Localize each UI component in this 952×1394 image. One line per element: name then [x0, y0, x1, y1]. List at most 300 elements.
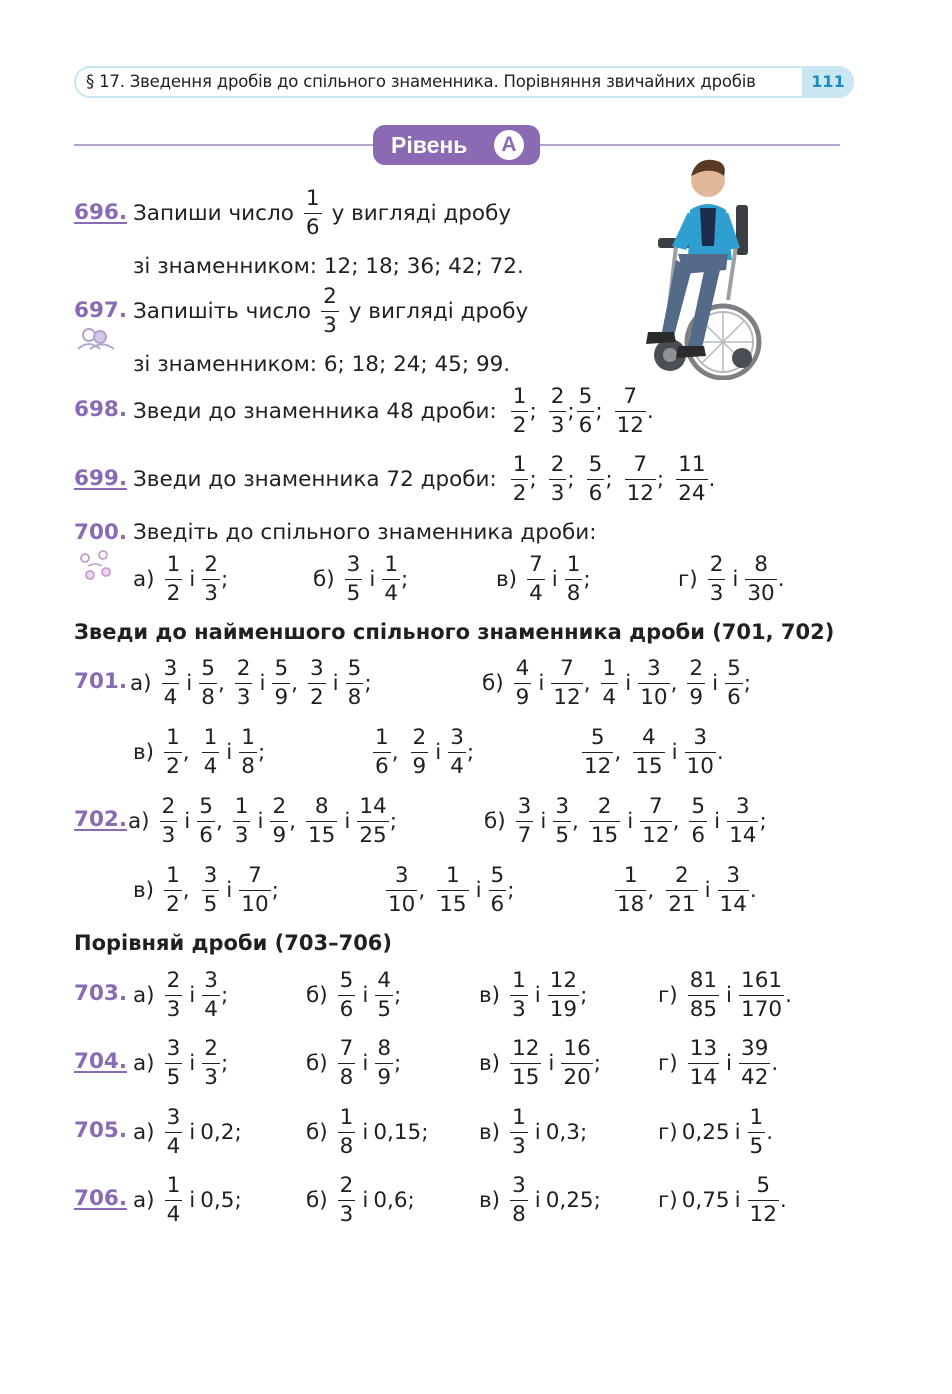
decimal: 0,25	[545, 1187, 594, 1213]
denominator: 3	[161, 822, 176, 848]
numerator: 1	[512, 384, 527, 409]
fraction	[197, 796, 215, 846]
numerator: 1	[512, 968, 526, 993]
numerator: 5	[588, 452, 603, 477]
comma: ,	[391, 739, 399, 765]
fraction	[748, 1175, 779, 1225]
task-701-number: 701.	[74, 669, 128, 694]
numerator: 5	[578, 384, 593, 409]
task-702-item-c1	[133, 855, 279, 925]
numerator: 7	[560, 656, 574, 681]
task-702-item-b	[484, 786, 767, 856]
denominator: 3	[339, 1201, 354, 1227]
denominator: 3	[204, 580, 218, 606]
numerator: 3	[726, 863, 741, 888]
task-702-number: 702.	[74, 807, 128, 832]
task-701-item-c2	[371, 717, 474, 787]
numerator: 2	[204, 552, 218, 577]
numerator: 1	[234, 794, 249, 819]
numerator: 5	[490, 863, 505, 888]
denominator: 8	[201, 684, 215, 710]
numerator: 81	[689, 968, 718, 993]
denominator: 10	[640, 684, 668, 710]
denominator: 12	[626, 480, 654, 506]
semicolon: ;	[257, 739, 266, 765]
fraction	[688, 970, 719, 1020]
denominator: 3	[234, 822, 249, 848]
fraction	[688, 1038, 719, 1088]
fraction	[308, 658, 326, 708]
semicolon: ;	[401, 566, 409, 592]
conjunction: і	[189, 1187, 196, 1213]
numerator: 2	[675, 863, 689, 888]
task-704-item-d	[658, 1028, 778, 1098]
denominator: 5	[166, 1064, 181, 1090]
numerator: 3	[166, 1036, 181, 1061]
task-703-item-a	[133, 960, 228, 1030]
fraction	[164, 727, 182, 777]
denominator: 8	[339, 1133, 354, 1159]
conjunction: і	[714, 808, 721, 834]
denominator: 4	[203, 753, 218, 779]
task-703-item-b	[306, 960, 401, 1030]
denominator: 9	[274, 684, 289, 710]
denominator: 5	[749, 1133, 764, 1159]
conjunction: і	[734, 1119, 741, 1145]
denominator: 10	[241, 891, 269, 917]
semicolon: ;	[567, 466, 575, 492]
conjunction: і	[534, 982, 541, 1008]
denominator: 2	[512, 480, 527, 506]
fraction	[202, 970, 220, 1020]
denominator: 8	[512, 1201, 526, 1227]
numerator: 1	[166, 725, 180, 750]
task-697-text: Запишіть число	[133, 298, 312, 324]
conjunction: і	[712, 670, 719, 696]
numerator: 1	[749, 1105, 764, 1130]
conjunction: і	[226, 877, 233, 903]
task-696-text-2: у вигляді дробу	[331, 200, 512, 226]
conjunction: і	[186, 670, 193, 696]
denominator: 12	[553, 684, 581, 710]
fraction	[510, 970, 528, 1020]
numerator: 2	[709, 552, 724, 577]
task-705-item-d	[658, 1097, 773, 1167]
semicolon: ;	[507, 877, 515, 903]
fraction	[199, 658, 217, 708]
denominator: 4	[450, 753, 464, 779]
conjunction: і	[259, 670, 266, 696]
fraction	[615, 386, 646, 436]
semicolon: ;	[605, 466, 613, 492]
comma: ,	[572, 808, 579, 834]
fraction	[640, 796, 671, 846]
numerator: 3	[512, 1173, 526, 1198]
numerator: 4	[515, 656, 530, 681]
semicolon: ;	[271, 877, 279, 903]
conjunction: і	[189, 1050, 196, 1076]
denominator: 15	[307, 822, 336, 848]
denominator: 8	[566, 580, 581, 606]
denominator: 3	[709, 580, 724, 606]
numerator: 1	[566, 552, 581, 577]
task-704-number: 704.	[74, 1049, 128, 1074]
fraction	[638, 658, 669, 708]
fraction	[718, 865, 749, 915]
numerator: 3	[166, 1105, 181, 1130]
item-label: в)	[133, 739, 155, 765]
task-696-line2: зі знаменником: 12; 18; 36; 42; 72.	[133, 254, 524, 279]
denominator: 24	[678, 480, 706, 506]
fraction	[516, 796, 534, 846]
fraction	[165, 970, 183, 1020]
numerator: 2	[689, 656, 704, 681]
conjunction: і	[671, 739, 678, 765]
task-703-item-d	[658, 960, 792, 1030]
numerator: 1	[203, 725, 218, 750]
fraction	[745, 554, 776, 604]
item-label: в)	[479, 1187, 501, 1213]
denominator: 4	[166, 1133, 181, 1159]
item-label: б)	[313, 566, 335, 592]
fraction	[689, 796, 707, 846]
semicolon: ;	[394, 1050, 402, 1076]
decimal: 0,3	[545, 1119, 580, 1145]
task-697-number: 697.	[74, 298, 128, 323]
fraction	[202, 727, 220, 777]
level-label: Рівень	[391, 132, 468, 158]
fraction	[202, 1038, 220, 1088]
task-706-item-d	[658, 1165, 787, 1235]
fraction	[321, 286, 339, 336]
numerator: 1	[241, 725, 255, 750]
task-701-item-a	[130, 648, 372, 718]
denominator: 3	[323, 312, 337, 338]
conjunction: і	[362, 1119, 369, 1145]
denominator: 10	[686, 753, 714, 779]
fraction	[165, 1107, 183, 1157]
item-label: в)	[133, 877, 155, 903]
fraction	[386, 865, 417, 915]
task-700-number: 700.	[74, 520, 128, 545]
task-703-number: 703.	[74, 981, 128, 1006]
fraction	[739, 1038, 770, 1088]
denominator: 170	[741, 996, 783, 1022]
fraction	[375, 970, 393, 1020]
fraction	[239, 865, 270, 915]
task-696-number: 696.	[74, 200, 128, 225]
fraction	[202, 554, 220, 604]
numerator: 3	[204, 968, 218, 993]
conjunction: і	[332, 670, 339, 696]
numerator: 2	[323, 284, 337, 309]
denominator: 15	[439, 891, 467, 917]
semicolon: ;	[529, 398, 537, 424]
item-label: б)	[484, 808, 506, 834]
denominator: 18	[617, 891, 645, 917]
task-705-item-b	[306, 1097, 428, 1167]
fraction	[345, 554, 363, 604]
fraction	[589, 796, 620, 846]
semicolon: ;	[529, 466, 537, 492]
denominator: 2	[166, 891, 180, 917]
task-696-text: Запиши число	[133, 200, 294, 226]
fraction	[625, 454, 656, 504]
period: .	[766, 1119, 774, 1145]
denominator: 3	[512, 996, 526, 1022]
item-label: г)	[658, 1187, 678, 1213]
denominator: 6	[578, 412, 593, 438]
numerator: 5	[756, 1173, 771, 1198]
fraction	[511, 454, 529, 504]
item-label: а)	[133, 1050, 155, 1076]
item-label: в)	[479, 982, 501, 1008]
denominator: 85	[689, 996, 718, 1022]
fraction	[338, 1175, 356, 1225]
fraction	[165, 1175, 183, 1225]
denominator: 15	[635, 753, 663, 779]
fraction	[202, 865, 220, 915]
fraction	[165, 1038, 183, 1088]
numerator: 2	[161, 794, 176, 819]
numerator: 1	[339, 1105, 354, 1130]
semicolon: ;	[234, 1187, 242, 1213]
denominator: 6	[305, 214, 320, 240]
fraction	[338, 970, 356, 1020]
conjunction: і	[189, 566, 196, 592]
conjunction: і	[475, 877, 482, 903]
numerator: 5	[199, 794, 213, 819]
item-label: г)	[658, 1050, 678, 1076]
denominator: 4	[166, 1201, 181, 1227]
denominator: 12	[749, 1201, 777, 1227]
item-label: г)	[658, 982, 678, 1008]
task-704-item-a	[133, 1028, 228, 1098]
numerator: 12	[549, 968, 578, 993]
fraction	[165, 554, 183, 604]
item-label: б)	[306, 982, 328, 1008]
numerator: 2	[412, 725, 427, 750]
conjunction: і	[344, 808, 351, 834]
semicolon: ;	[466, 739, 475, 765]
conjunction: і	[538, 670, 545, 696]
numerator: 1	[305, 186, 320, 211]
fraction	[272, 658, 290, 708]
semicolon: ;	[407, 1187, 415, 1213]
task-698-line	[133, 376, 654, 446]
numerator: 2	[597, 794, 612, 819]
comma: ,	[215, 808, 223, 834]
semicolon: ;	[389, 808, 397, 834]
conjunction: і	[726, 982, 733, 1008]
fraction	[739, 970, 784, 1020]
denominator: 3	[550, 480, 565, 506]
numerator: 1	[166, 552, 181, 577]
conjunction: і	[257, 808, 264, 834]
item-label: б)	[306, 1050, 328, 1076]
denominator: 8	[339, 1064, 354, 1090]
conjunction: і	[534, 1187, 541, 1213]
fraction	[346, 658, 364, 708]
numerator: 4	[642, 725, 656, 750]
numerator: 1	[512, 452, 527, 477]
denominator: 8	[347, 684, 362, 710]
denominator: 9	[272, 822, 287, 848]
item-label: б)	[306, 1119, 328, 1145]
task-706-number: 706.	[74, 1186, 128, 1211]
numerator: 5	[274, 656, 289, 681]
denominator: 4	[602, 684, 617, 710]
denominator: 21	[668, 891, 696, 917]
fraction	[577, 386, 595, 436]
semicolon: ;	[593, 1187, 601, 1213]
period: .	[749, 877, 757, 903]
page-number: 111	[802, 66, 854, 98]
fraction	[411, 727, 429, 777]
denominator: 6	[199, 822, 213, 848]
task-700-item-c	[496, 544, 591, 614]
denominator: 12	[616, 412, 644, 438]
numerator: 3	[517, 794, 532, 819]
denominator: 2	[166, 580, 181, 606]
fraction	[725, 658, 743, 708]
denominator: 4	[163, 684, 178, 710]
denominator: 9	[412, 753, 427, 779]
semicolon: ;	[656, 466, 665, 492]
semicolon: ;	[394, 982, 402, 1008]
task-702-item-c3	[613, 855, 757, 925]
numerator: 39	[741, 1036, 769, 1061]
denominator: 14	[689, 1064, 718, 1090]
item-label: а)	[133, 1119, 155, 1145]
numerator: 8	[754, 552, 768, 577]
task-701-item-c1	[133, 717, 265, 787]
task-702-item-a	[128, 786, 397, 856]
numerator: 2	[204, 1036, 218, 1061]
task-704-item-c	[479, 1028, 601, 1098]
numerator: 4	[377, 968, 392, 993]
fraction	[235, 658, 253, 708]
fraction	[514, 658, 532, 708]
denominator: 12	[642, 822, 670, 848]
fraction	[160, 796, 178, 846]
semicolon: ;	[583, 566, 591, 592]
item-label: а)	[133, 566, 155, 592]
comma: ,	[670, 670, 678, 696]
conjunction: і	[189, 1119, 196, 1145]
denominator: 15	[590, 822, 619, 848]
section-heading-703-706: Порівняй дроби (703–706)	[74, 931, 393, 955]
comma: ,	[418, 877, 426, 903]
semicolon: ;	[743, 670, 752, 696]
fraction	[510, 1175, 528, 1225]
numerator: 12	[512, 1036, 540, 1061]
numerator: 3	[735, 794, 750, 819]
item-label: а)	[128, 808, 150, 834]
conjunction: і	[534, 1119, 541, 1145]
fraction	[549, 386, 567, 436]
denominator: 14	[719, 891, 747, 917]
numerator: 5	[691, 794, 706, 819]
group-work-icon	[78, 548, 112, 582]
fraction	[437, 865, 468, 915]
task-700-item-d	[678, 544, 785, 614]
denominator: 19	[549, 996, 578, 1022]
denominator: 10	[388, 891, 416, 917]
numerator: 5	[727, 656, 741, 681]
level-letter: А	[494, 130, 524, 160]
numerator: 2	[550, 452, 565, 477]
decimal: 0,75	[681, 1187, 730, 1213]
numerator: 3	[394, 863, 409, 888]
semicolon: ;	[421, 1119, 429, 1145]
level-badge	[373, 125, 540, 165]
fraction	[708, 554, 726, 604]
denominator: 5	[346, 580, 361, 606]
conjunction: і	[548, 1050, 555, 1076]
fraction	[527, 554, 545, 604]
denominator: 25	[359, 822, 387, 848]
conjunction: і	[226, 739, 233, 765]
denominator: 5	[377, 996, 392, 1022]
semicolon: ;	[364, 670, 372, 696]
decimal: 0,5	[200, 1187, 235, 1213]
semicolon: ;	[220, 566, 229, 592]
fraction	[304, 188, 322, 238]
fraction	[306, 796, 337, 846]
item-label: в)	[496, 566, 518, 592]
denominator: 9	[515, 684, 530, 710]
comma: ,	[182, 877, 190, 903]
numerator: 7	[633, 452, 648, 477]
fraction	[561, 1038, 592, 1088]
fraction	[382, 554, 400, 604]
denominator: 42	[741, 1064, 769, 1090]
numerator: 2	[550, 384, 565, 409]
numerator: 16	[563, 1036, 591, 1061]
fraction	[565, 554, 583, 604]
task-699-line	[133, 444, 715, 514]
fraction	[239, 727, 257, 777]
section-title: § 17. Зведення дробів до спільного знаменника. Порівняння звичайних дробів	[86, 72, 756, 91]
fraction	[551, 658, 582, 708]
numerator: 3	[647, 656, 661, 681]
comma: ,	[291, 670, 298, 696]
task-698-number: 698.	[74, 397, 128, 422]
semicolon: ;	[579, 1119, 588, 1145]
fraction	[548, 970, 579, 1020]
conjunction: і	[734, 1187, 741, 1213]
denominator: 6	[691, 822, 706, 848]
task-696-line1	[133, 178, 511, 248]
denominator: 6	[727, 684, 741, 710]
denominator: 12	[584, 753, 612, 779]
decimal: 0,6	[373, 1187, 408, 1213]
numerator: 1	[166, 1173, 181, 1198]
period: .	[779, 1187, 787, 1213]
period: .	[716, 739, 724, 765]
numerator: 3	[346, 552, 361, 577]
fraction	[510, 1038, 541, 1088]
fraction	[727, 796, 758, 846]
numerator: 2	[272, 794, 287, 819]
fraction	[338, 1107, 356, 1157]
fraction	[748, 1107, 766, 1157]
conjunction: і	[732, 566, 739, 592]
fraction	[666, 865, 697, 915]
numerator: 7	[248, 863, 262, 888]
denominator: 20	[563, 1064, 591, 1090]
